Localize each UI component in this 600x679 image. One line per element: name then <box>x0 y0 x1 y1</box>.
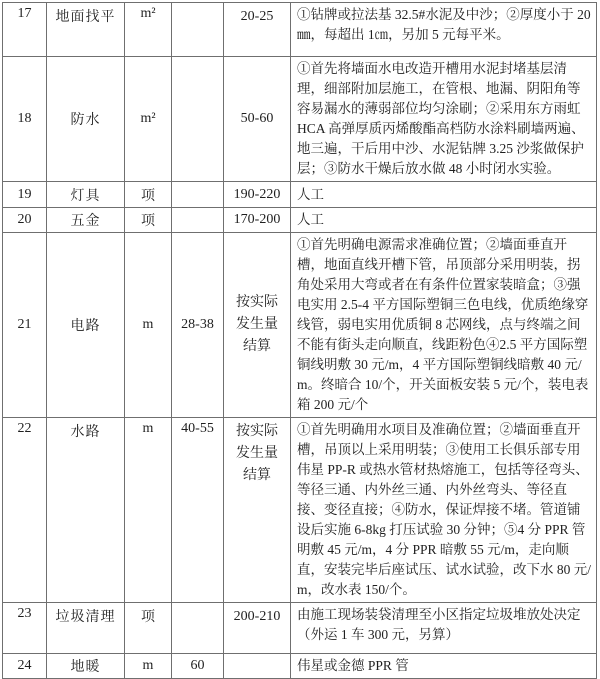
unit-cell: m <box>125 654 172 679</box>
table-body <box>3 3 597 679</box>
price-range-cell: 按实际发生量结算 <box>224 233 291 418</box>
table-row <box>3 57 597 182</box>
description-cell: 由施工现场装袋清理至小区指定垃圾堆放处决定（外运 1 车 300 元，另算） <box>291 603 597 654</box>
row-number-cell: 19 <box>3 182 47 208</box>
item-name-cell: 电路 <box>47 233 125 418</box>
price-cell <box>172 57 224 182</box>
price-cell: 28-38 <box>172 233 224 418</box>
price-range-cell: 50-60 <box>224 57 291 182</box>
unit-cell: 项 <box>125 208 172 233</box>
item-name-cell: 灯具 <box>47 182 125 208</box>
item-name-cell: 地暖 <box>47 654 125 679</box>
table-row <box>3 208 597 233</box>
row-number-cell: 24 <box>3 654 47 679</box>
item-name-cell: 地面找平 <box>47 3 125 57</box>
row-number-cell: 23 <box>3 603 47 654</box>
price-cell <box>172 208 224 233</box>
price-range-cell: 190-220 <box>224 182 291 208</box>
row-number-cell: 18 <box>3 57 47 182</box>
table-row <box>3 654 597 679</box>
description-cell: ①首先明确电源需求准确位置；②墙面垂直开槽，地面直线开槽下管，吊顶部分采用明装，拐角处采用大弯或者在有条件位置家装暗盒；③强电实用 2.5-4 平方国际塑铜三色电线，优质绝缘穿线管，弱电实用优质铜 8 芯网线，点与终端之间不能有街头走向顺直，线距粉色④2.5 平方国际塑铜线明敷 30 元/m，4 平方国际塑铜线暗敷 40 元/m。终暗合 10/个，开关面板安装 5 元/个，装电表箱 200 元/个 <box>291 233 597 418</box>
unit-cell: m <box>125 233 172 418</box>
renovation-price-table <box>2 2 597 679</box>
unit-cell: m² <box>125 3 172 57</box>
table-row <box>3 182 597 208</box>
item-name-cell: 垃圾清理 <box>47 603 125 654</box>
description-cell: ①钻牌或拉法基 32.5#水泥及中沙；②厚度小于 20㎜，每超出 1㎝，另加 5 元每平米。 <box>291 3 597 57</box>
price-range-cell: 200-210 <box>224 603 291 654</box>
description-cell: ①首先明确用水项目及准确位置；②墙面垂直开槽，吊顶以上采用明装；③使用工长俱乐部专用伟星 PP-R 或热水管材热熔施工，包括等径弯头、等径三通、内外丝三通、内外丝弯头、等径直接、变径直接；④防水，保证焊接不堵。管道铺设后实施 6-8kg 打压试验 30 分钟；⑤4 分 PPR 管明敷 45 元/m，4 分 PPR 暗敷 55 元/m，走向顺直，安装完毕后座试压、试水试验，改下水 80 元/m，改水表 150/个。 <box>291 418 597 603</box>
table-row <box>3 3 597 57</box>
price-cell: 60 <box>172 654 224 679</box>
unit-cell: 项 <box>125 603 172 654</box>
price-range-cell <box>224 654 291 679</box>
table-row <box>3 603 597 654</box>
item-name-cell: 防水 <box>47 57 125 182</box>
description-cell: 人工 <box>291 208 597 233</box>
unit-cell: m² <box>125 57 172 182</box>
price-cell <box>172 3 224 57</box>
table-row <box>3 418 597 603</box>
row-number-cell: 22 <box>3 418 47 603</box>
price-range-cell: 170-200 <box>224 208 291 233</box>
row-number-cell: 17 <box>3 3 47 57</box>
unit-cell: 项 <box>125 182 172 208</box>
item-name-cell: 水路 <box>47 418 125 603</box>
renovation-price-sheet <box>2 2 598 679</box>
item-name-cell: 五金 <box>47 208 125 233</box>
price-cell <box>172 603 224 654</box>
unit-cell: m <box>125 418 172 603</box>
price-range-cell: 20-25 <box>224 3 291 57</box>
row-number-cell: 21 <box>3 233 47 418</box>
row-number-cell: 20 <box>3 208 47 233</box>
description-cell: 人工 <box>291 182 597 208</box>
table-row <box>3 233 597 418</box>
price-range-cell: 按实际发生量结算 <box>224 418 291 603</box>
description-cell: 伟星或金德 PPR 管 <box>291 654 597 679</box>
description-cell: ①首先将墙面水电改造开槽用水泥封堵基层清理，细部附加层施工，在管根、地漏、阴阳角等容易漏水的薄弱部位均匀涂刷；②采用东方雨虹 HCA 高弹厚质丙烯酸酯高档防水涂料刷墙两遍、地三遍，干后用中沙、水泥钻牌 3.25 沙浆做保护层；③防水干燥后放水做 48 小时闭水实验。 <box>291 57 597 182</box>
price-cell: 40-55 <box>172 418 224 603</box>
price-cell <box>172 182 224 208</box>
